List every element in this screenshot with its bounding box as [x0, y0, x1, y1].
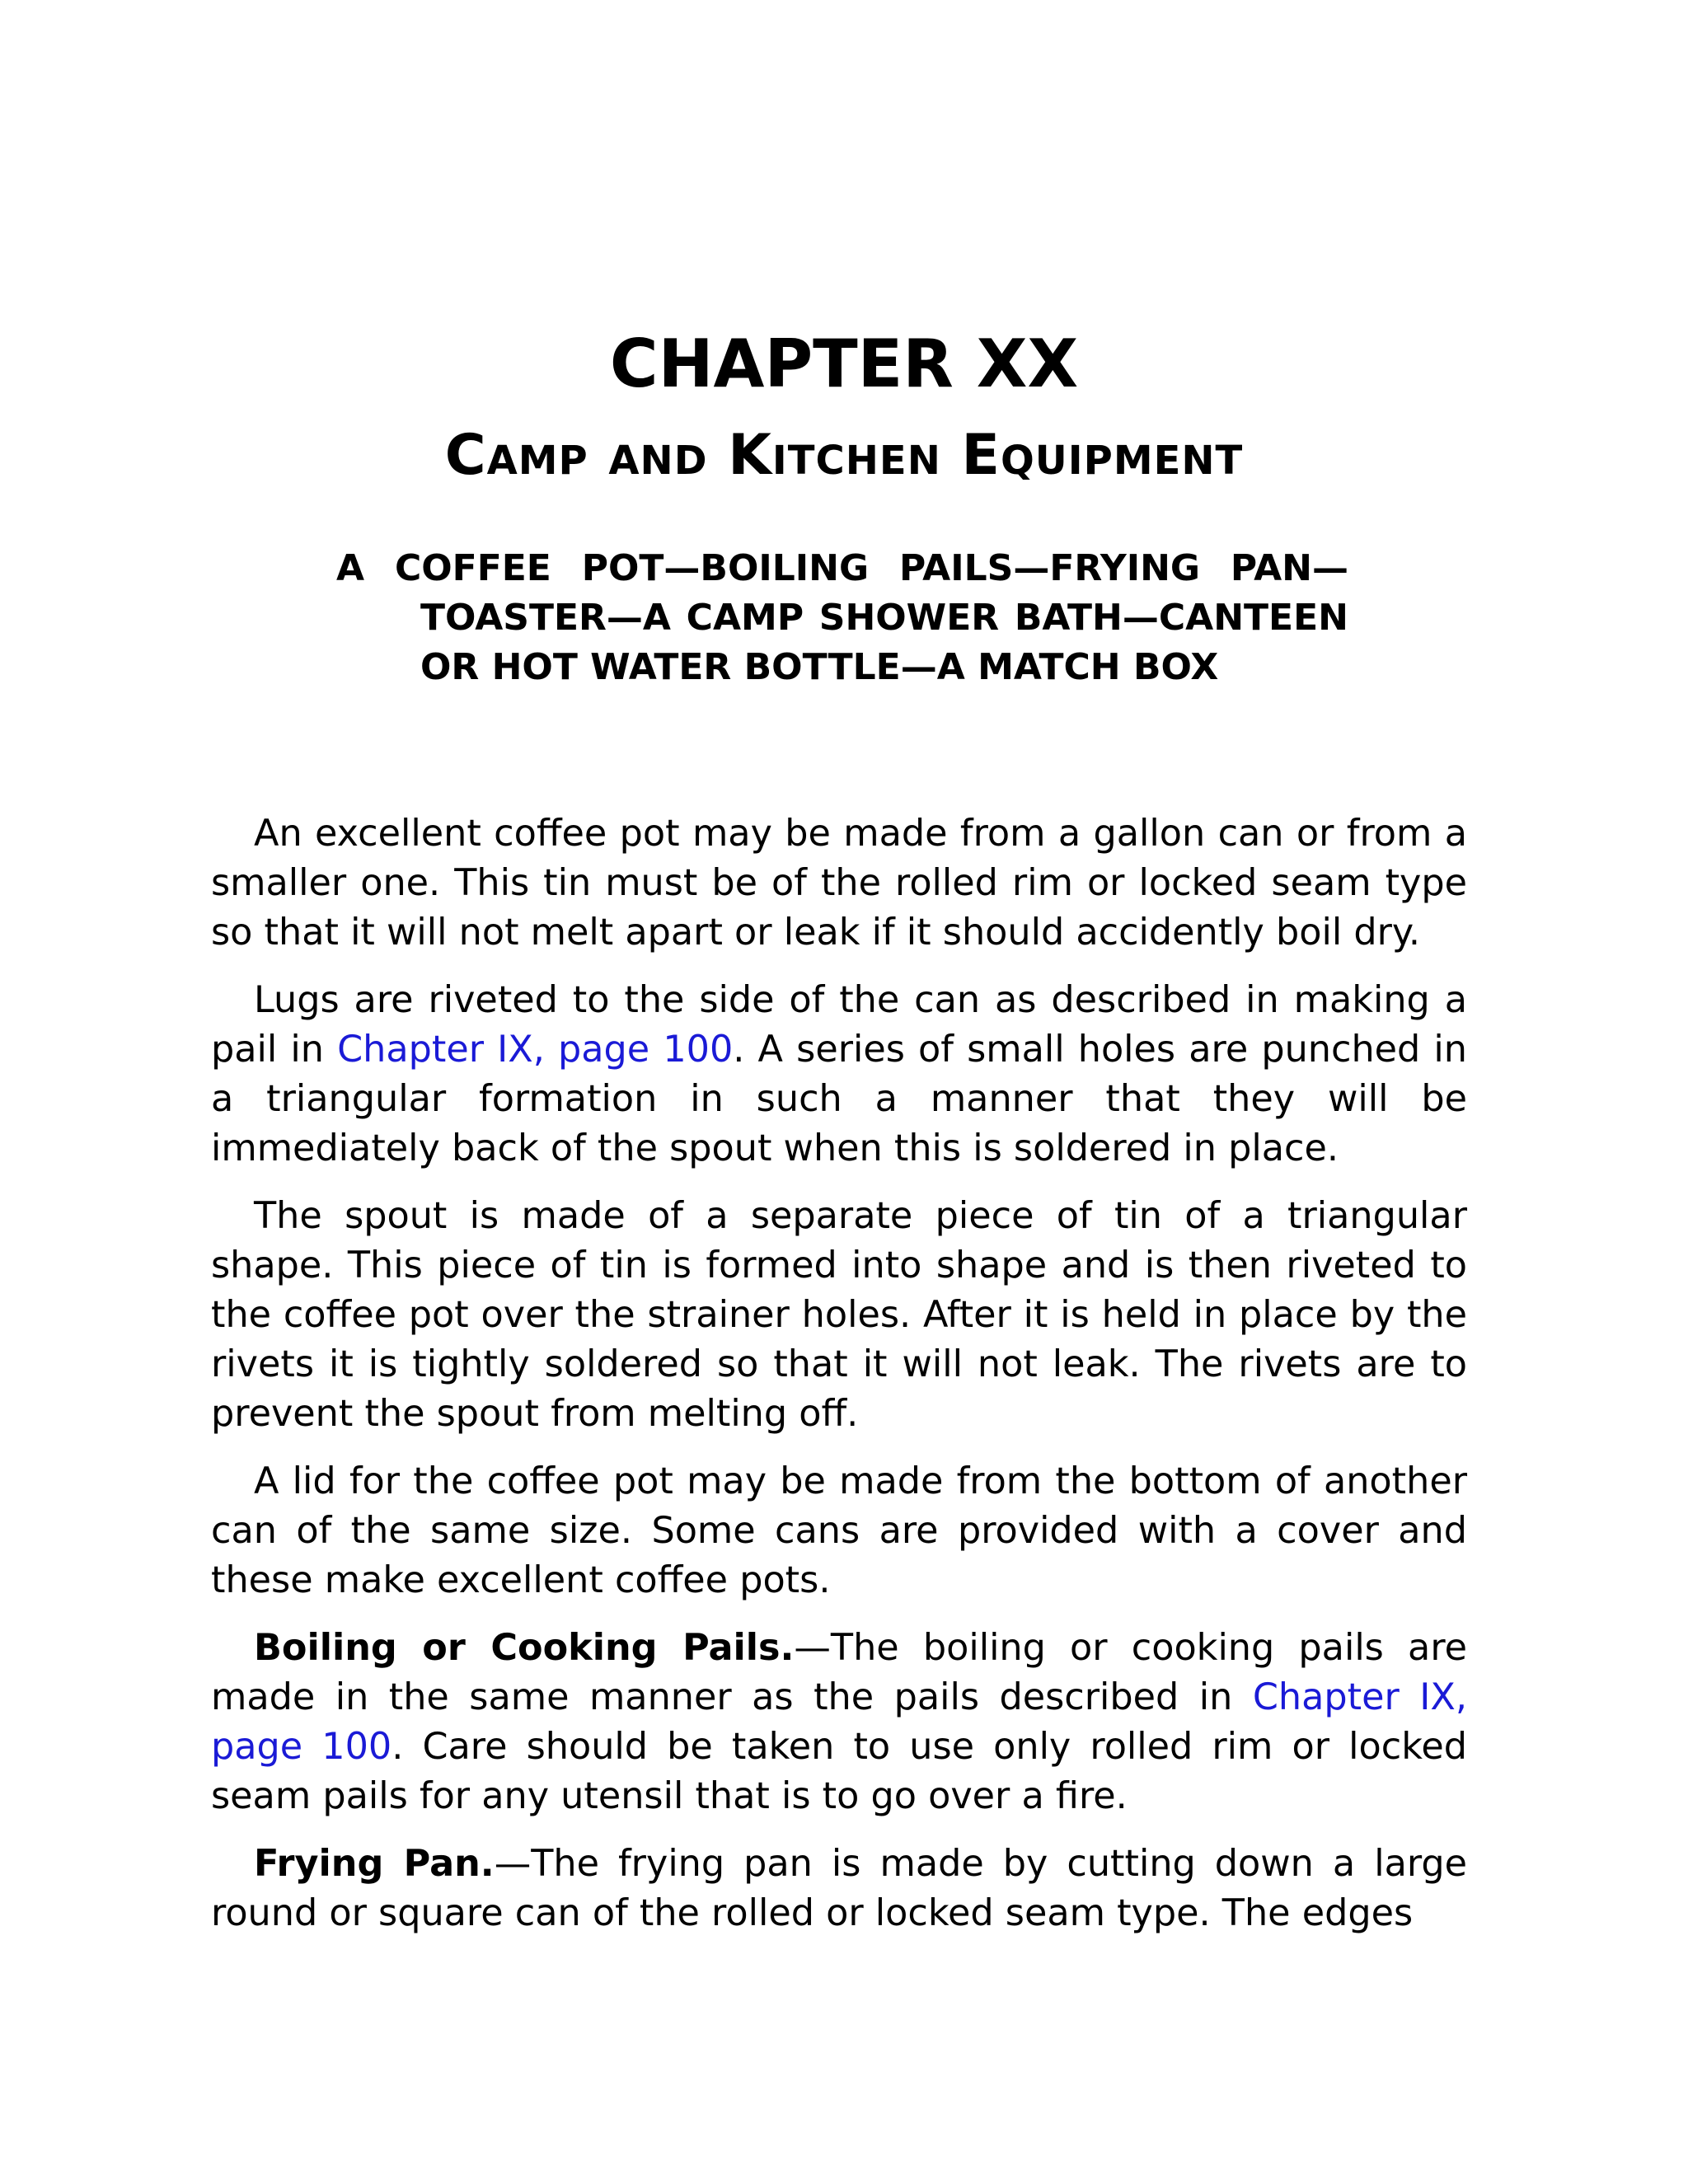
chapter-number-heading: CHAPTER XX [609, 326, 1079, 402]
paragraph-text: An excellent coffee pot may be made from a gallon can or from a smaller one. This tin must be of the rolled rim or locked seam type so that it will not melt apart or leak if it should accidently boil dry. [211, 813, 1467, 954]
paragraph-text: A lid for the coffee pot may be made from the bottom of another can of the same size. Some cans are provided with a cover and these make excellent coffee pots. [211, 1460, 1467, 1601]
chapter-body [211, 809, 1467, 1957]
paragraph-spout [211, 1192, 1467, 1439]
section-heading-frying-pan: Frying Pan. [254, 1843, 495, 1885]
paragraph-text: The spout is made of a separate piece of tin of a triangular shape. This piece of tin is formed into shape and is then riveted to the coffee pot over the strainer holes. After it is held in place by the rivets it is tightly soldered so that it will not leak. The rivets are to prevent the spout from melting off. [211, 1195, 1467, 1435]
chapter-title-heading: Camp and Kitchen Equipment [444, 423, 1244, 488]
paragraph-boiling-pails [211, 1624, 1467, 1821]
section-heading-boiling-pails: Boiling or Cooking Pails. [254, 1627, 795, 1669]
paragraph-text: Lugs are riveted to the side of the can as described in making a pail in [211, 979, 1467, 1071]
paragraph-text: . Care should be taken to use only rolled rim or locked seam pails for any utensil that is to go over a fire. [211, 1726, 1468, 1817]
paragraph-lugs [211, 976, 1467, 1174]
paragraph-coffee-pot-intro [211, 809, 1467, 958]
paragraph-frying-pan [211, 1840, 1467, 1938]
paragraph-text: . A series of small holes are punched in a triangular formation in such a manner that they will be immediately back of the spout when this is soldered in place. [211, 1029, 1467, 1169]
chapter-ix-page-100-link[interactable]: Chapter IX, page 100 [211, 1676, 1467, 1768]
chapter-synopsis: A COFFEE POT—BOILING PAILS—FRYING PAN—TOASTER—A CAMP SHOWER BATH—CANTEEN OR HOT WATER BOTTLE—A MATCH BOX [336, 547, 1348, 688]
paragraph-text: —The boiling or cooking pails are made in the same manner as the pails described in [211, 1627, 1468, 1718]
chapter-ix-page-100-link[interactable]: Chapter IX, page 100 [337, 1029, 734, 1071]
paragraph-lid [211, 1457, 1467, 1605]
paragraph-text: —The frying pan is made by cutting down a large round or square can of the rolled or locked seam type. The edges [211, 1843, 1467, 1934]
